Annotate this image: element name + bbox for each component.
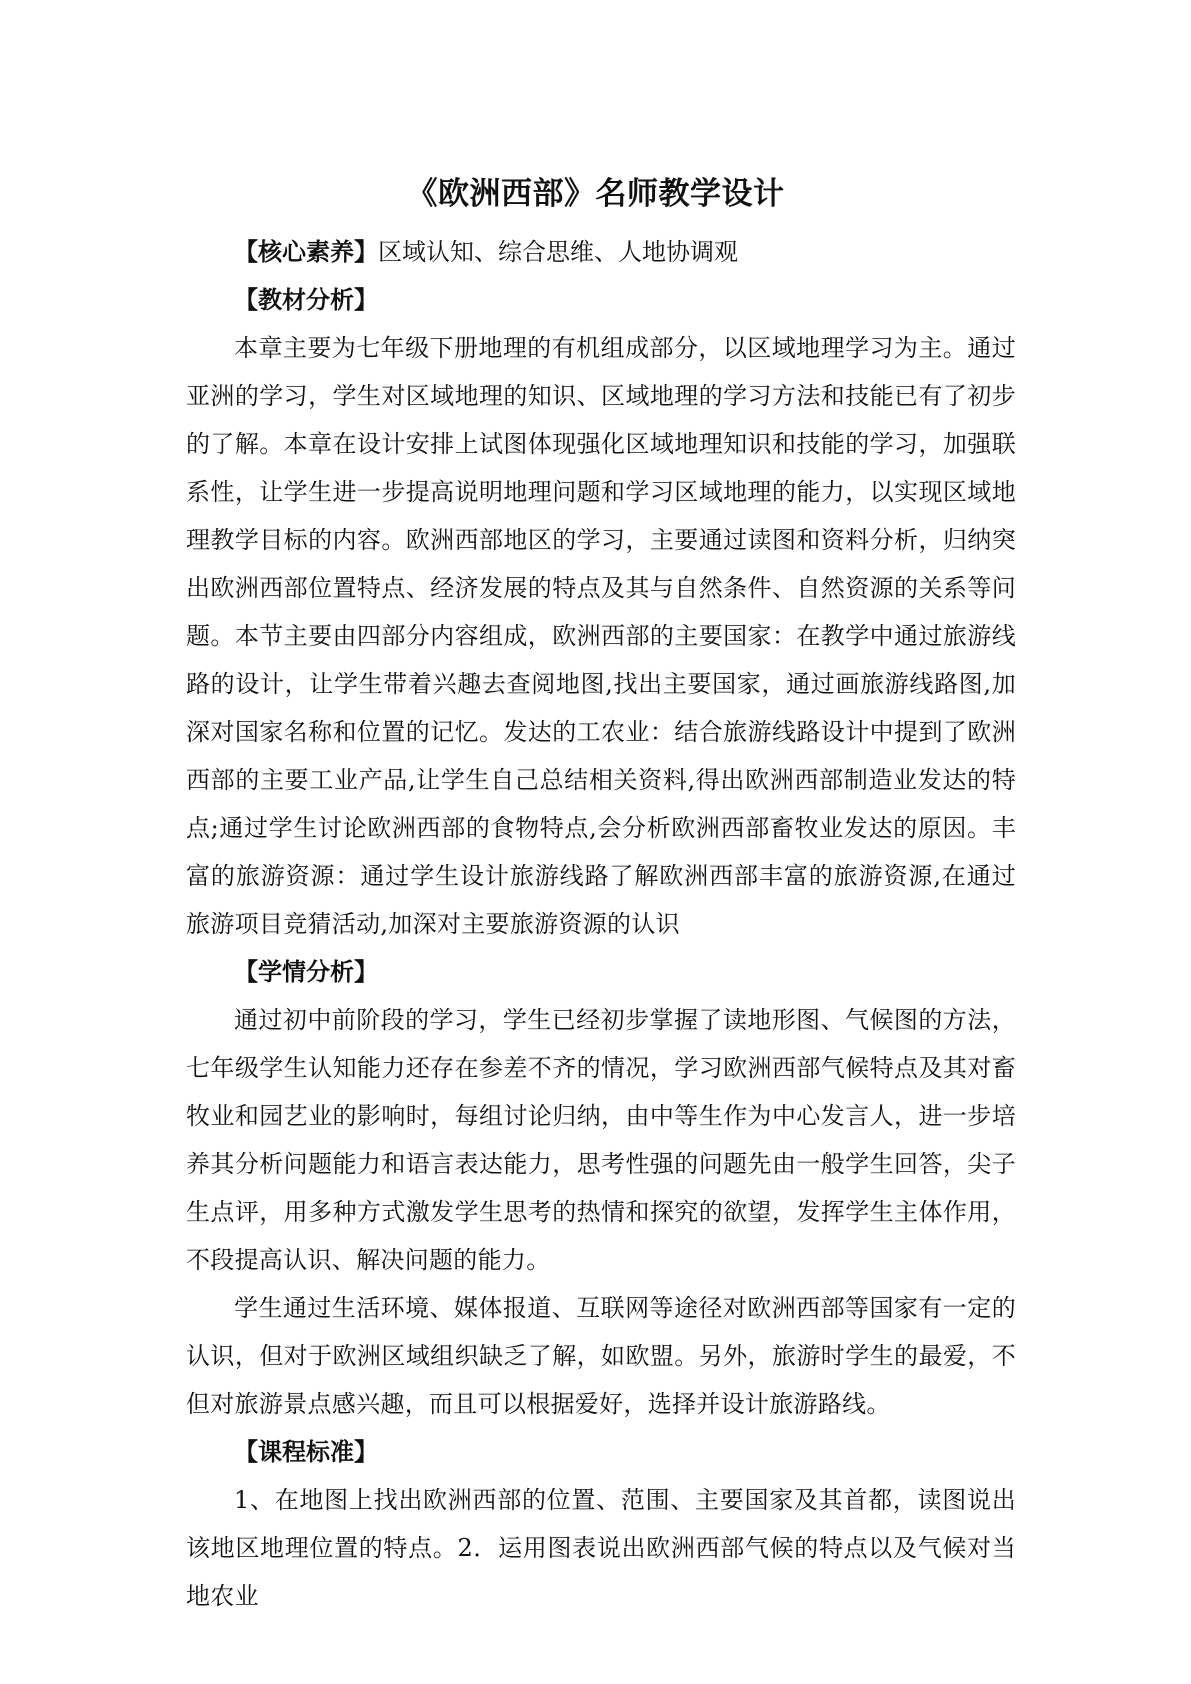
- textbook-analysis-heading-text: 【教材分析】: [234, 285, 378, 314]
- core-literacy-text: 区域认知、综合思维、人地协调观: [378, 238, 738, 266]
- curriculum-standard-heading-text: 【课程标准】: [234, 1437, 378, 1466]
- learning-analysis-heading: [186, 948, 1016, 996]
- learning-analysis-paragraph-1: 通过初中前阶段的学习，学生已经初步掌握了读地形图、气候图的方法，七年级学生认知能力还存在参差不齐的情况，学习欧洲西部气候特点及其对畜牧业和园艺业的影响时，每组讨论归纳，由中等生作为中心发言人，进一步培养其分析问题能力和语言表达能力，思考性强的问题先由一般学生回答，尖子生点评，用多种方式激发学生思考的热情和探究的欲望，发挥学生主体作用，不段提高认识、解决问题的能力。: [186, 1006, 1016, 1274]
- core-literacy-line: [186, 228, 1016, 276]
- curriculum-standard-paragraph: 1、在地图上找出欧洲西部的位置、范围、主要国家及其首都，读图说出该地区地理位置的特点。2．运用图表说出欧洲西部气候的特点以及气候对当地农业: [186, 1486, 1016, 1610]
- textbook-analysis-heading: [186, 276, 1016, 324]
- document-title: 《欧洲西部》名师教学设计: [406, 176, 785, 212]
- curriculum-standard-heading: [186, 1428, 1016, 1476]
- document-body: [186, 228, 1016, 1620]
- textbook-analysis-paragraph: 本章主要为七年级下册地理的有机组成部分，以区域地理学习为主。通过亚洲的学习，学生对区域地理的知识、区域地理的学习方法和技能已有了初步的了解。本章在设计安排上试图体现强化区域地理知识和技能的学习，加强联系性，让学生进一步提高说明地理问题和学习区域地理的能力，以实现区域地理教学目标的内容。欧洲西部地区的学习，主要通过读图和资料分析，归纳突出欧洲西部位置特点、经济发展的特点及其与自然条件、自然资源的关系等问题。本节主要由四部分内容组成，欧洲西部的主要国家：在教学中通过旅游线路的设计，让学生带着兴趣去查阅地图,找出主要国家，通过画旅游线路图,加深对国家名称和位置的记忆。发达的工农业：结合旅游线路设计中提到了欧洲西部的主要工业产品,让学生自己总结相关资料,得出欧洲西部制造业发达的特点;通过学生讨论欧洲西部的食物特点,会分析欧洲西部畜牧业发达的原因。丰富的旅游资源：通过学生设计旅游线路了解欧洲西部丰富的旅游资源,在通过旅游项目竞猜活动,加深对主要旅游资源的认识: [186, 334, 1016, 938]
- core-literacy-label: 【核心素养】: [234, 237, 378, 266]
- learning-analysis-paragraph-2: 学生通过生活环境、媒体报道、互联网等途径对欧洲西部等国家有一定的认识，但对于欧洲区域组织缺乏了解，如欧盟。另外，旅游时学生的最爱，不但对旅游景点感兴趣，而且可以根据爱好，选择并设计旅游路线。: [186, 1294, 1016, 1418]
- learning-analysis-heading-text: 【学情分析】: [234, 957, 378, 986]
